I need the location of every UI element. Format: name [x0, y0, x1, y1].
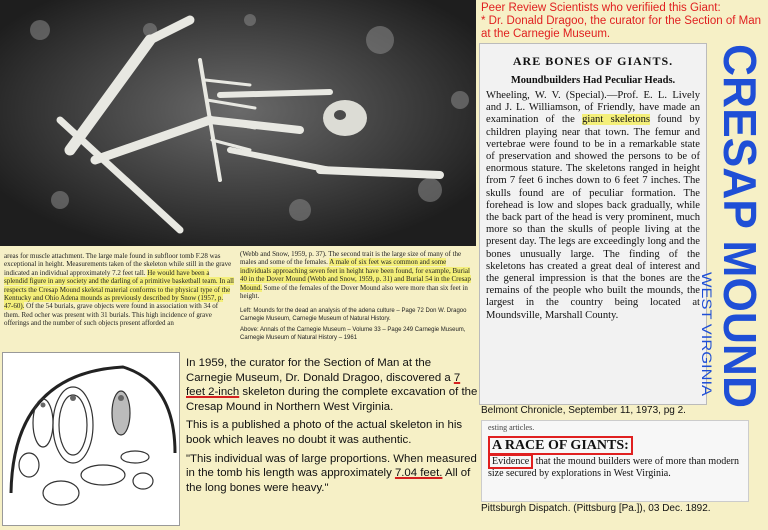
excerpt-right-highlight: A male of six feet was common and some individuals approaching seven feet in height have been found, for example, Burial 40 in the Dover Mound (Webb and Snow, 1959, p. 31) and Burial 54 in the Cresap Mound. [240, 258, 471, 292]
clipping-1-credit: Belmont Chronicle, September 11, 1973, pg 2. [481, 405, 686, 416]
title-main-text: CRESAP MOUND [714, 44, 766, 412]
clipping-1-highlight: giant skeletons [582, 114, 651, 126]
clipping-2-highlight: Evidence [488, 454, 533, 469]
clipping-1-body-b: found by children playing near that town. The femur and vertebrae were found to be in a remarkable state of preservation and showed the persons to be of enormous stature. The skeletons ranged in height from 7 feet 6 inches down to 6 feet 7 inches. The skulls found are of peculiar formation. The forehead is low and slopes back gradually, while the back part of the head is very prominent, much more so than the skulls of people living at the present day. The legs are exceedingly long and the bones unusually large. The finding of the skeletons has created a great deal of interest and the general impression is that the bones are the remains of the people who built the mounds, the largest in the country being located at Moundsville, Marshall County. [486, 114, 701, 321]
p1-text-a: In 1959, the curator for the Section of Man at the Carnegie Museum, Dr. Donald Dragoo, discovered a [186, 357, 454, 384]
skeleton-photo [0, 0, 476, 246]
clipping-2-body-text: that the mound builders were of more than modern size secured by explorations in West Virginia. [488, 456, 739, 479]
excerpt-right-post: Some of the females of the Dover Mound also were more than six feet in height. [240, 283, 468, 301]
p3-text-b: All of the long bones were heavy." [186, 467, 471, 494]
p3-underlined: 7.04 feet. [394, 467, 443, 480]
excerpt-left-highlight: He would have been a splendid figure in any society and the darling of a primitive basketball team. In all respects the Cresap Mound skeletal material conforms to the physical type of the Kentucky and Ohio Adena mounds as previously described by Snow (1957, p. 47-60). [4, 268, 234, 311]
clipping-1-headline: ARE BONES OF GIANTS. [512, 54, 674, 68]
peer-review-line-1: Peer Review Scientists who verifiied this Giant: [481, 2, 721, 14]
book-excerpt-right [240, 250, 472, 300]
newspaper-clipping-2 [481, 420, 749, 502]
clipping-2-body [488, 456, 742, 480]
p1-text-b: skeleton during the complete excavation of the Cresap Mound in Northern West Virginia. [186, 386, 478, 413]
clipping-1-body [480, 86, 706, 326]
excerpt-left-post: Of the 54 burials, grave objects were found in association with 34 of them. Red ocher was present with 31 burials. This high incidence of grave offerings and the number of such objects present afforded an [4, 302, 219, 328]
caption-above-source: Above: Annals of the Carnegie Museum – Volume 33 – Page 249 Carnegie Museum, Carnegie Museum of Natural History – 1961 [240, 327, 466, 341]
clipping-1-subhead: Moundbuilders Had Peculiar Heads. [510, 75, 676, 86]
p3-text-a: "This individual was of large proportions. When measured in the tomb his length was approximately [186, 452, 477, 480]
peer-review-note [481, 2, 768, 41]
main-paragraph-1 [186, 356, 478, 414]
newspaper-clipping-1 [479, 43, 707, 405]
main-paragraph-3 [186, 452, 478, 496]
excerpt-right-pre: (Webb and Snow, 1959, p. 37). The second trait is the large size of many of the males and some of the females. [240, 250, 462, 267]
source-captions [240, 307, 476, 342]
caption-left-source: Left: Mounds for the dead an analysis of the adena culture – Page 72 Don W. Dragoo Carnegie Museum, Carnegie Museum of Natural History. [240, 308, 467, 322]
title-west-virginia [694, 270, 724, 400]
tomb-diagram [2, 352, 180, 526]
clipping-1-body-a: Wheeling, W. V. (Special).—Prof. E. L. Lively and J. L. Williamson, of Friendly, have made an examination of the [486, 90, 700, 126]
main-description [186, 356, 478, 499]
main-paragraph-2: This is a published a photo of the actual skeleton in his book which leaves no doubt it was authentic. [186, 419, 463, 446]
clipping-2-headline [488, 438, 742, 454]
title-sub-text: WEST VIRGINIA [699, 272, 715, 378]
book-excerpt-left [4, 252, 234, 348]
clipping-2-credit: Pittsburgh Dispatch. (Pittsburg [Pa.]), 03 Dec. 1892. [481, 503, 711, 514]
p1-underlined: 7 feet 2-inch [186, 371, 461, 399]
clipping-2-top: esting articles. [488, 423, 535, 432]
peer-review-line-2: * Dr. Donald Dragoo, the curator for the Section of Man at the Carnegie Museum. [481, 15, 761, 40]
clipping-2-headline-text: A RACE OF GIANTS: [488, 436, 633, 455]
excerpt-left-pre: areas for muscle attachment. The large male found in subfloor tomb F.28 was exceptional in height. Measurements taken of the skeleton while still in the grave indicated an individual approximately 7.2 feet tall. [4, 252, 232, 277]
